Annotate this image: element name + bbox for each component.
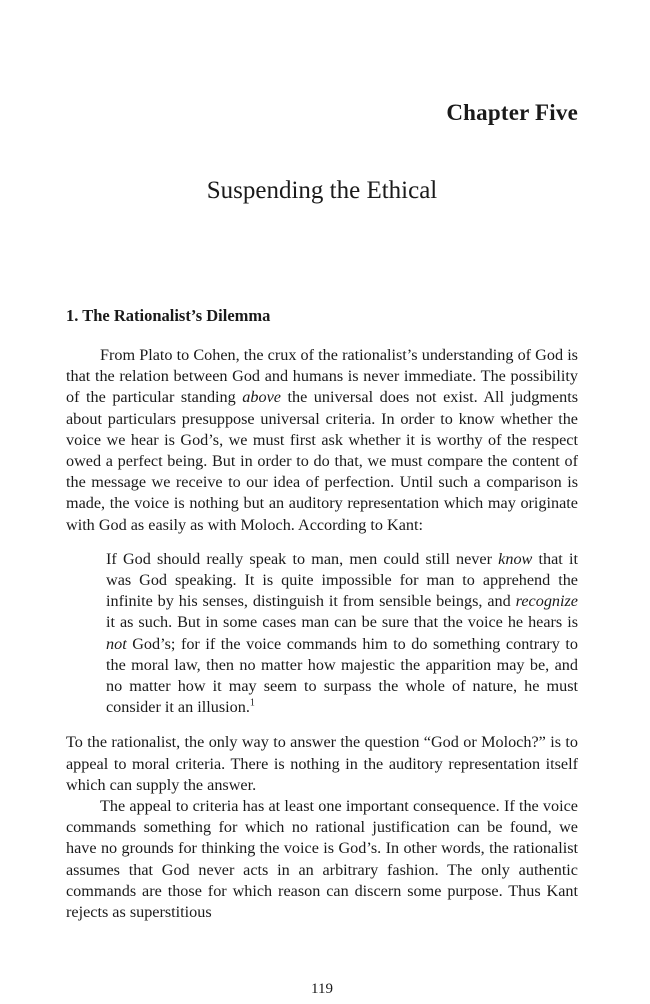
book-page — [66, 0, 578, 1004]
paragraph-1-text-b: the universal does not exist. All judgments about particulars presuppose universal criteria. In order to know whether the voice we hear is God’s, we must first ask whether it is worthy of the respect owed a perfect being. But in order to do that, we must compare the content of the message we receive to our idea of perfection. Until such a comparison is made, the voice is nothing but an auditory representation which may originate with God as easily as with Moloch. According to Kant: — [66, 388, 579, 534]
emphasis-recognize: recognize — [515, 592, 578, 611]
page-number: 119 — [311, 981, 333, 997]
emphasis-know: know — [498, 549, 533, 568]
paragraph-1 — [66, 345, 578, 536]
paragraph-3: The appeal to criteria has at least one important consequence. If the voice commands something for which no rational justification can be found, we have no grounds for thinking the voice is God’s. In other words, the rationalist assumes that God never acts in an arbitrary fashion. The only authentic commands are those for which reason can discern some purpose. Thus Kant rejects as superstitious — [66, 797, 578, 922]
paragraph-1-text-a: From Plato to Cohen, the crux of the rationalist’s understanding of God is that the relation between God and humans is never immediate. The possibility of the particular standing — [66, 346, 578, 407]
emphasis-not: not — [106, 634, 127, 653]
chapter-label: Chapter Five — [446, 100, 578, 125]
quote-text-a: If God should really speak to man, men could still never — [106, 549, 499, 568]
footnote-reference: 1 — [249, 697, 255, 709]
quote-text-d: God’s; for if the voice commands him to do something contrary to the moral law, then no matter how majestic the apparition may be, and no matter how it may seem to surpass the whole of nature, he must consider it an illusion. — [106, 634, 578, 717]
block-quote — [106, 549, 578, 719]
quote-text-c: it as such. But in some cases man can be sure that the voice he hears is — [106, 613, 578, 632]
quote-text-b: that it was God speaking. It is quite impossible for man to apprehend the infinite by his senses, distinguish it from sensible beings, and — [106, 549, 578, 611]
chapter-title: Suspending the Ethical — [206, 177, 438, 204]
emphasis-above: above — [242, 388, 281, 407]
paragraph-2: To the rationalist, the only way to answer the question “God or Moloch?” is to appeal to moral criteria. There is nothing in the auditory representation itself which can supply the answer. — [66, 733, 578, 794]
body-text — [66, 345, 578, 923]
section-heading: 1. The Rationalist’s Dilemma — [66, 306, 271, 325]
